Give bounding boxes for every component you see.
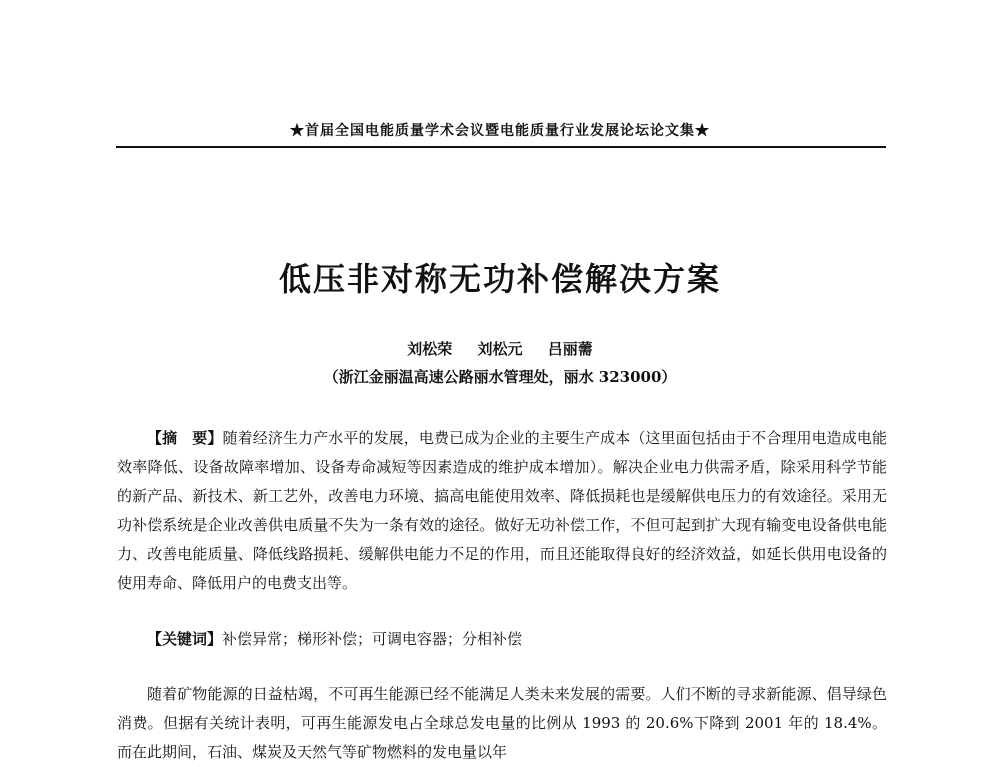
keywords	[147, 625, 887, 654]
author-name: 刘松荣	[407, 340, 453, 358]
keywords-label: 【关键词】	[147, 630, 223, 648]
running-header: ★首届全国电能质量学术会议暨电能质量行业发展论坛论文集★	[290, 123, 710, 139]
affiliation: （浙江金丽温高速公路丽水管理处，丽水 323000）	[323, 368, 677, 386]
abstract-paragraph	[117, 424, 887, 598]
author-list	[116, 338, 884, 359]
author-name: 吕丽薷	[547, 340, 593, 358]
abstract-text: 随着经济生力产水平的发展，电费已成为企业的主要生产成本（这里面包括由于不合理用电造成电能效率降低、设备故障率增加、设备寿命减短等因素造成的维护成本增加）。解决企业电力供需矛盾，除采用科学节能的新产品、新技术、新工艺外，改善电力环境、搞高电能使用效率、降低损耗也是缓解供电压力的有效途径。采用无功补偿系统是企业改善供电质量不失为一条有效的途径。做好无功补偿工作，不但可起到扩大现有输变电设备供电能力、改善电能质量、降低线路损耗、缓解供电能力不足的作用，而且还能取得良好的经济效益，如延长供用电设备的使用寿命、降低用户的电费支出等。	[117, 429, 887, 592]
header-rule	[116, 146, 886, 148]
author-name: 刘松元	[477, 340, 523, 358]
abstract-label: 【摘 要】	[147, 429, 223, 447]
abstract	[117, 424, 887, 598]
paper-title: 低压非对称无功补偿解决方案	[278, 260, 721, 298]
keywords-text: 补偿异常；梯形补偿；可调电容器；分相补偿	[222, 630, 523, 648]
body-text	[117, 680, 887, 767]
body-paragraph: 随着矿物能源的日益枯竭，不可再生能源已经不能满足人类未来发展的需要。人们不断的寻求新能源、倡导绿色消费。但据有关统计表明，可再生能源发电占全球总发电量的比例从 1993 的 20.6%下降到 2001 年的 18.4%。而在此期间，石油、煤炭及天然气等矿物燃料的发电量以年	[117, 685, 887, 761]
